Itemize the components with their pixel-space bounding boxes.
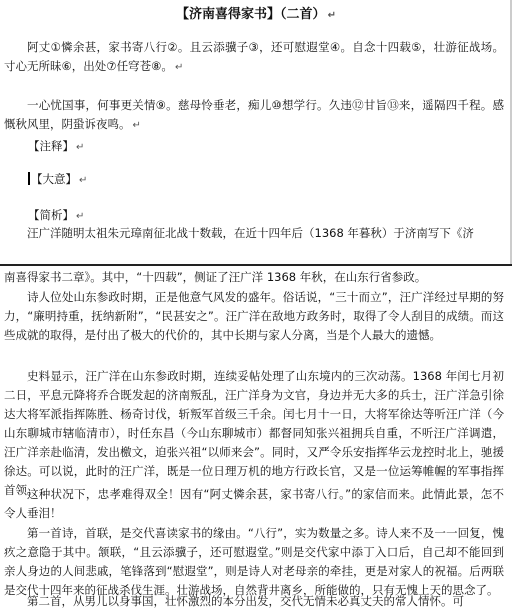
analysis-para-5[interactable]: 第一首诗，首联，是交代喜读家书的缘由。“八行”，实为数量之多。诗人来不及一一回复，愧疚之意隐于其中。颔联，“且云添骥子，还可慰遐堂。”则是交代家中添丁入口后，自己却不能回到亲人身边的人间悲戚，笔锋落到“慰遐堂”，则是诗人对老母亲的牵挂，更是对家人的祝福。后两联是交代十四年来的征战杀伐生涯。壮游战场，自然背井离乡，所能做的，只有无愧上天的思念了。 <box>4 526 504 597</box>
paragraph-mark-icon: ↵ <box>174 62 184 73</box>
analysis-para-1-end[interactable]: 南喜得家书二章》。其中，“十四载”，侧证了汪广洋 1368 年秋，在山东行省参政。 <box>4 270 427 284</box>
paragraph-mark-icon: ↵ <box>132 120 141 131</box>
text-cursor <box>28 172 30 185</box>
analysis-para-2[interactable]: 诗人位处山东参政时期，正是他意气风发的盛年。俗话说，“三十而立”，汪广洋经过早期的努力，“廉明持重，抚纳新附”，“民甚安之”。汪广洋在敌地方政务时，取得了令人刮目的成绩。而这些成就的取得，是付出了极大的代价的，其中长期与家人分离，当是个人最大的遗憾。 <box>4 290 504 342</box>
meaning-heading[interactable]: 【大意】 ↵ <box>28 170 87 190</box>
analysis-para-6[interactable]: 第二首，从男儿以身事国，壮怀激烈的本分出发，交代无情未必真丈夫的常人情怀。可 <box>27 594 464 608</box>
paragraph-mark-icon: ↵ <box>79 175 88 186</box>
notes-heading: 【注释】 ↵ <box>28 139 85 153</box>
analysis-para-3[interactable]: 史料显示，汪广洋在山东参政时期，连续妥帖处理了山东境内的三次动荡。1368 年闰七月初二日，平息元降将乔合既发起的济南叛乱，汪广洋身为文官，身边并无大多的兵士，汪广洋急引徐达大将军派指挥陈胜、杨奇讨伐，斩叛军首级三千余。闰七月十一日，大将军徐达等听汪广洋（今山东聊城市辖临清市），时任东昌（今山东聊城市）都督同知张兴祖拥兵自重，不听汪广洋调遣，汪广洋亲赴临清，发出檄文，迫张兴祖“以师来会”。同时，又严令乐安指挥华云龙控时北上，驰援徐达。可以说，此时的汪广洋，既是一位日理万机的地方行政长官，又是一位运筹帷幄的军事指挥首领。 <box>4 369 504 497</box>
analysis-para-1-start[interactable]: 汪广洋随明太祖朱元璋南征北战十数载，在近十四年后（1368 年暮秋）于济南写下《济 <box>27 226 474 240</box>
page-break-divider <box>0 264 512 266</box>
paragraph-mark-icon: ↵ <box>327 10 336 21</box>
analysis-heading: 【简析】 ↵ <box>28 208 85 222</box>
paragraph-mark-icon: ↵ <box>76 142 85 153</box>
paragraph-mark-icon: ↵ <box>76 211 85 222</box>
page-title: 【济南喜得家书】（二首） ↵ <box>176 7 336 22</box>
analysis-para-4[interactable]: 这种状况下，忠孝难得双全！因有“阿丈憐余甚，家书寄八行。”的家信而来。此情此景，怎不令人垂泪！ <box>4 487 504 520</box>
poem-stanza-2[interactable]: 一心忧国事，何事更关情⑨。慈母怜垂老，痴儿⑩想学行。久违⑫甘旨⑬来，遥隔四千程。感慨秋风里，阴蛩诉夜鸣。 ↵ <box>4 98 504 131</box>
poem-stanza-1[interactable]: 阿丈①憐余甚，家书寄八行②。且云添骥子③，还可慰遐堂④。自念十四载⑤，壮游征战场。寸心无所昧⑥，出处⑦任穹苍⑧。 ↵ <box>4 40 504 73</box>
